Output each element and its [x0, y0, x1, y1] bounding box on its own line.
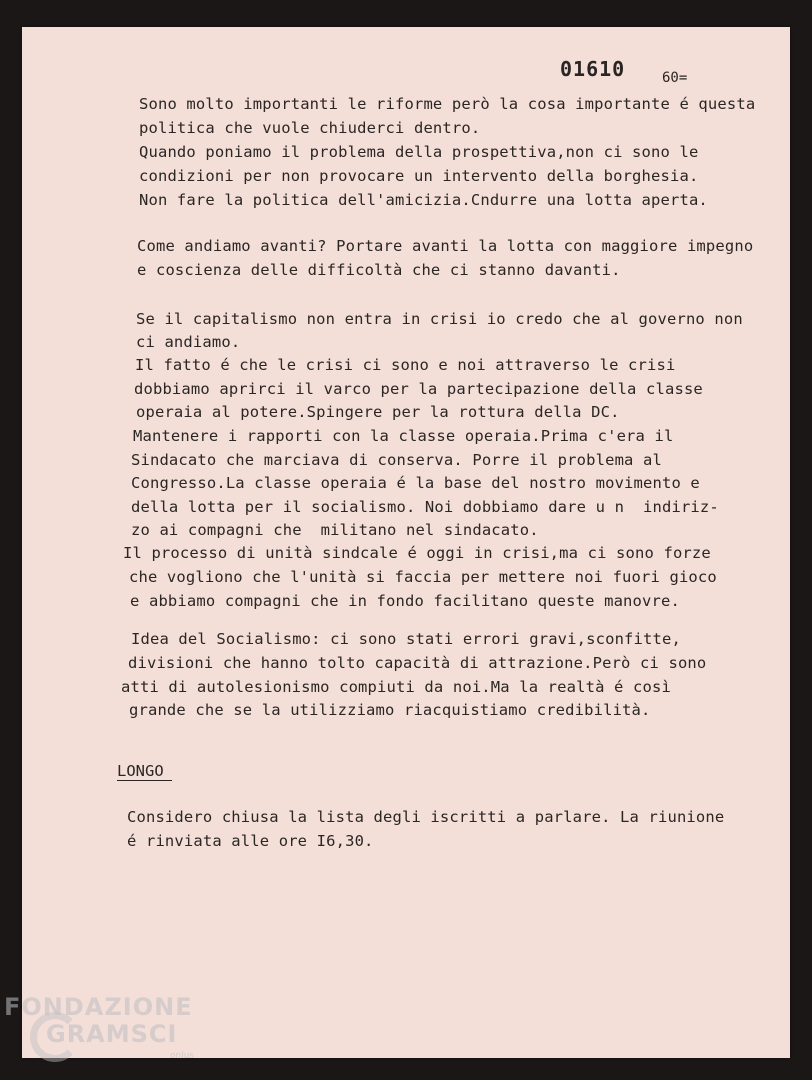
text-line: atti di autolesionismo compiuti da noi.Ma la realtà é così: [121, 678, 671, 696]
text-line: e abbiamo compagni che in fondo facilitano queste manovre.: [130, 592, 680, 610]
text-line: é rinviata alle ore I6,30.: [127, 832, 374, 850]
text-line: Non fare la politica dell'amicizia.Cndurre una lotta aperta.: [139, 191, 708, 209]
page-number: 60=: [662, 70, 688, 86]
text-line: divisioni che hanno tolto capacità di attrazione.Però ci sono: [128, 654, 707, 672]
text-line: Sono molto importanti le riforme però la cosa importante é questa: [139, 95, 756, 113]
text-line: Come andiamo avanti? Portare avanti la lotta con maggiore impegno: [137, 237, 754, 255]
text-line: dobbiamo aprirci il varco per la partecipazione della classe: [134, 380, 703, 398]
text-line: ci andiamo.: [136, 333, 241, 351]
text-line: Mantenere i rapporti con la classe operaia.Prima c'era il: [133, 427, 674, 445]
watermark-line2: GRAMSCI: [46, 1020, 178, 1048]
speaker-heading: LONGO: [117, 762, 172, 781]
text-line: Quando poniamo il problema della prospettiva,non ci sono le: [139, 143, 699, 161]
text-line: Il processo di unità sindcale é oggi in crisi,ma ci sono forze: [123, 544, 711, 562]
watermark-line1: FONDAZIONE: [4, 993, 193, 1021]
text-line: Il fatto é che le crisi ci sono e noi attraverso le crisi: [135, 356, 676, 374]
text-line: Congresso.La classe operaia é la base del nostro movimento e: [131, 474, 700, 492]
text-line: condizioni per non provocare un intervento della borghesia.: [139, 167, 699, 185]
text-line: che vogliono che l'unità si faccia per mettere noi fuori gioco: [129, 568, 717, 586]
text-line: Sindacato che marciava di conserva. Porre il problema al: [131, 451, 662, 469]
document-number: 01610: [560, 57, 626, 81]
text-line: operaia al potere.Spingere per la rottura della DC.: [136, 403, 620, 421]
watermark: [4, 994, 193, 1048]
text-line: Se il capitalismo non entra in crisi io credo che al governo non: [136, 310, 743, 328]
text-line: Idea del Socialismo: ci sono stati errori gravi,sconfitte,: [131, 630, 681, 648]
watermark-tag: onlus: [170, 1051, 195, 1061]
text-line: grande che se la utilizziamo riacquistiamo credibilità.: [129, 701, 651, 719]
text-line: della lotta per il socialismo. Noi dobbiamo dare u n indiriz-: [131, 498, 719, 516]
text-line: Considero chiusa la lista degli iscritti a parlare. La riunione: [127, 808, 725, 826]
text-line: zo ai compagni che militano nel sindacato.: [131, 521, 539, 539]
text-line: e coscienza delle difficoltà che ci stanno davanti.: [137, 261, 621, 279]
text-line: politica che vuole chiuderci dentro.: [139, 119, 481, 137]
